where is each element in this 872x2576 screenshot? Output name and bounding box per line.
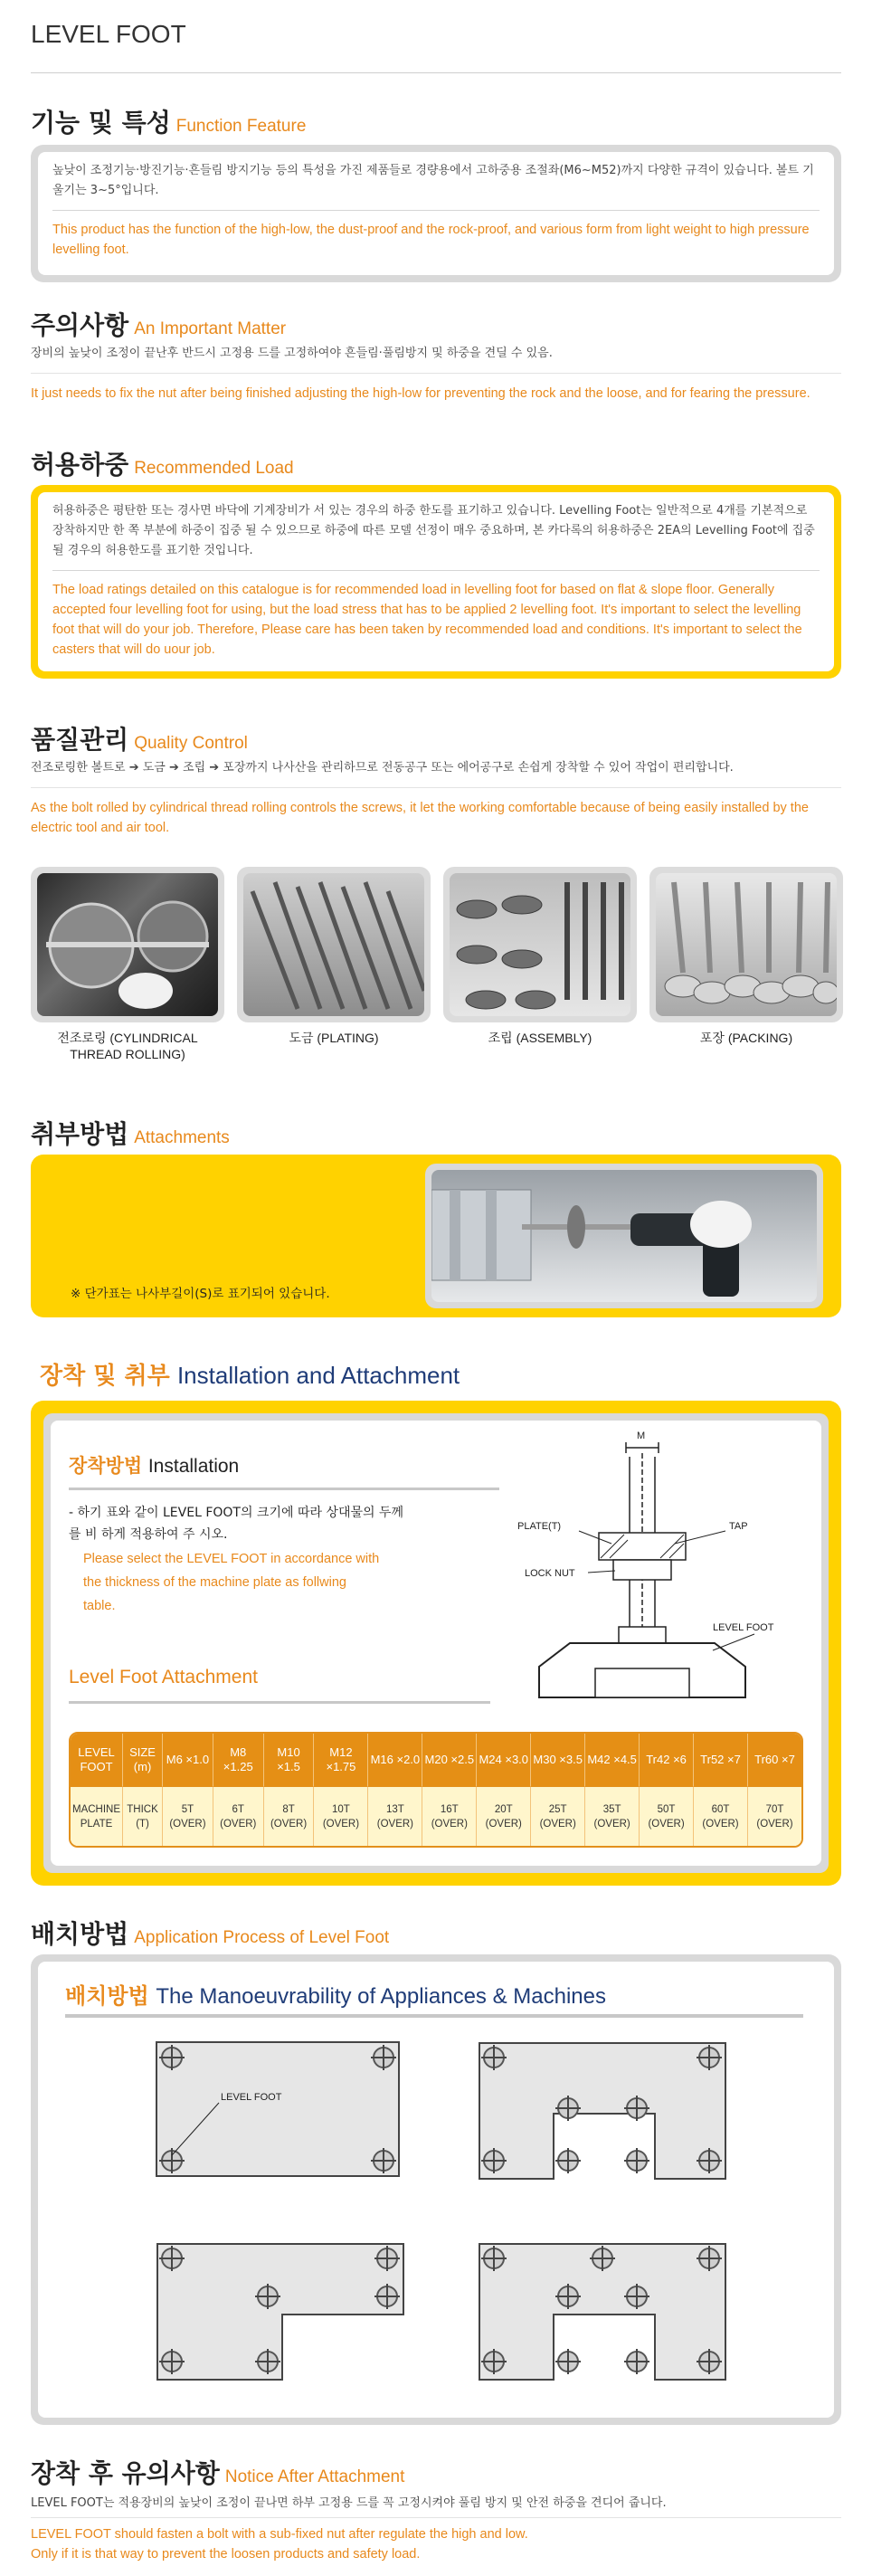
level-foot-icon (626, 2351, 648, 2372)
load-title-en: Recommended Load (134, 459, 294, 478)
table-cell: M6 ×1.0 (163, 1734, 213, 1786)
photo-caption-packing: 포장 (PACKING) (699, 1031, 793, 1045)
level-foot-icon (257, 2286, 279, 2307)
install-en-text: Please select the LEVEL FOOT in accordance with the thickness of the machine plate as follwing table. (83, 1552, 380, 1613)
attachment-table (69, 1732, 803, 1848)
level-foot-icon (257, 2351, 279, 2372)
table-cell: M16 ×2.0 (368, 1734, 422, 1786)
function-en-text: This product has the function of the high-low, the dust-proof and the rock-proof, and various form from light weight to high pressure levelling foot. (52, 223, 810, 257)
table-cell: 10T (OVER) (314, 1786, 368, 1846)
table-head-level-foot: LEVEL FOOT (71, 1734, 123, 1786)
table-cell: 50T (OVER) (640, 1786, 694, 1846)
level-foot-icon (698, 2047, 720, 2068)
assembly-feet-image (450, 873, 630, 1016)
table-cell: M10 ×1.5 (264, 1734, 315, 1786)
layout-title-en: Application Process of Level Foot (134, 1928, 390, 1947)
table-cell: 5T (OVER) (163, 1786, 213, 1846)
level-foot-icon (483, 2150, 505, 2172)
attach-heading (31, 1115, 230, 1151)
page-title: LEVEL FOOT (31, 20, 186, 48)
matter-divider (31, 373, 841, 374)
function-title-en: Function Feature (175, 117, 307, 136)
table-cell: 16T (OVER) (422, 1786, 477, 1846)
table-cell: Tr52 ×7 (694, 1734, 748, 1786)
layout-inner-ko: 배치방법 (65, 1983, 149, 2009)
table-cell: 60T (OVER) (694, 1786, 748, 1846)
photo-packing (649, 867, 843, 1046)
level-foot-icon (376, 2286, 398, 2307)
table-cell: M12 ×1.75 (314, 1734, 368, 1786)
table-cell: 8T (OVER) (264, 1786, 315, 1846)
layout-plan-l-shape (156, 2242, 405, 2381)
drill-attachment-image (431, 1170, 817, 1302)
level-foot-icon (626, 2150, 648, 2172)
level-foot-icon (373, 2150, 394, 2172)
level-foot-icon (483, 2248, 505, 2269)
load-title-ko: 허용하중 (31, 450, 129, 480)
level-foot-icon (698, 2351, 720, 2372)
table-cell: 35T (OVER) (585, 1786, 640, 1846)
matter-en-text: It just needs to fix the nut after being finished adjusting the high-low for preventing the rock and the loose, and for fearing the pressure. (31, 386, 810, 401)
load-heading (31, 445, 294, 481)
level-foot-icon (557, 2351, 579, 2372)
layout-heading (31, 1915, 389, 1951)
photo-caption-rolling: 전조로링 (CYLINDRICAL THREAD ROLLING) (57, 1031, 198, 1061)
table-cell: 13T (OVER) (368, 1786, 422, 1846)
table-cell: 6T (OVER) (213, 1786, 264, 1846)
quality-ko-text: 전조로링한 볼트로 ➔ 도금 ➔ 조립 ➔ 포장까지 나사산을 관리하므로 전동공구 또는 에어공구로 손쉽게 장착할 수 있어 작업이 편리합니다. (31, 761, 734, 775)
quality-title-ko: 품질관리 (31, 725, 129, 755)
matter-title-ko: 주의사항 (31, 310, 129, 340)
table-cell: M24 ×3.0 (477, 1734, 531, 1786)
install-sub-en: Installation (147, 1456, 240, 1477)
diagram-label-m: M (637, 1431, 646, 1441)
photo-caption-assembly: 조립 (ASSEMBLY) (488, 1031, 592, 1045)
install-title-en: Installation and Attachment (176, 1362, 460, 1389)
load-en-text: The load ratings detailed on this catalogue is for recommended load in levelling foot for based on flat & slope floor. Generally accepted four levelling foot for using, but the load stress that has to be applied 2 levelling foot. It's important to select the levelling foot that will do your job. Therefore, Please care has been taken by recommended load and conditions. It's important to select the casters that will do uour job. (52, 583, 802, 657)
photo-rolling (31, 867, 224, 1062)
level-foot-icon (376, 2248, 398, 2269)
level-foot-icon (557, 2286, 579, 2307)
quality-title-en: Quality Control (134, 734, 248, 753)
notice-ko-text: LEVEL FOOT는 적용장비의 높낮이 조정이 끝나면 하부 고정용 드를 꼭 고정시켜야 풀림 방지 및 안전 하중을 견디어 줍니다. (31, 2496, 667, 2510)
table-head-size: SIZE (m) (123, 1734, 163, 1786)
layout-inner-heading (65, 1978, 606, 2010)
level-foot-icon (483, 2351, 505, 2372)
matter-heading (31, 306, 286, 342)
diagram-label-plate: PLATE(T) (517, 1521, 562, 1532)
level-foot-icon (557, 2097, 579, 2119)
layout-plan-notch (478, 2041, 727, 2181)
notice-en-text-1: LEVEL FOOT should fasten a bolt with a sub-fixed nut after regulate the high and low. (31, 2527, 528, 2542)
attach-box (31, 1155, 841, 1317)
layout-inner-en: The Manoeuvrability of Appliances & Machines (156, 1984, 606, 2009)
attach-table-rule (69, 1701, 490, 1704)
notice-heading (31, 2454, 404, 2490)
level-foot-icon (698, 2248, 720, 2269)
layout-title-ko: 배치방법 (31, 1919, 129, 1949)
table-cell: M8 ×1.25 (213, 1734, 264, 1786)
table-cell: M42 ×4.5 (585, 1734, 640, 1786)
layout-inner-rule (65, 2014, 803, 2018)
quality-divider (31, 787, 841, 788)
notice-title-ko: 장착 후 유의사항 (31, 2458, 220, 2488)
table-cell: 70T (OVER) (748, 1786, 801, 1846)
rolling-machine-image (37, 873, 218, 1016)
function-heading (31, 103, 306, 139)
attach-title-en: Attachments (134, 1128, 230, 1147)
function-ko-text: 높낮이 조정기능·방진기능·흔들림 방지기능 등의 특성을 가진 제품들로 경량용에서 고하중용 조절좌(M6~M52)까지 다양한 규격이 있습니다. 볼트 기울기는 3~5°입니다. (52, 164, 814, 197)
photo-caption-plating: 도금 (PLATING) (289, 1031, 379, 1045)
install-sub-rule (69, 1488, 499, 1490)
notice-en-text-2: Only if it is that way to prevent the loosen products and safety load. (31, 2547, 421, 2562)
level-foot-icon (557, 2150, 579, 2172)
attach-table-title: Level Foot Attachment (69, 1667, 258, 1687)
level-foot-icon (592, 2248, 613, 2269)
level-foot-icon (626, 2286, 648, 2307)
table-row-thick (71, 1786, 801, 1846)
diagram-label-lock-nut: LOCK NUT (525, 1568, 575, 1579)
matter-ko-text: 장비의 높낮이 조정이 끝난후 반드시 고정용 드를 고정하여야 흔들림·풀림방지 및 하중을 견딜 수 있음. (31, 347, 553, 360)
photo-plating (237, 867, 431, 1046)
photo-assembly (443, 867, 637, 1046)
packing-feet-image (656, 873, 837, 1016)
level-foot-pointer (163, 2099, 226, 2163)
load-ko-text: 허용하중은 평탄한 또는 경사면 바닥에 기계장비가 서 있는 경우의 하중 한도를 표기하고 있습니다. Levelling Foot는 일반적으로 4개를 기본적으로 장착하지만 한 쪽 부분에 하중이 집중 될 수 있으므로 하중에 따른 모델 선정이 매우 중요하며, 본 카다록의 허용하중은 2EA의 Levelling Foot에 집중될 경우의 허용한도를 표기한 것입니다. (52, 504, 815, 557)
level-foot-icon (483, 2047, 505, 2068)
table-cell: Tr60 ×7 (748, 1734, 801, 1786)
level-foot-diagram (516, 1430, 814, 1719)
quality-heading (31, 720, 248, 756)
level-foot-icon (373, 2047, 394, 2068)
level-foot-icon (161, 2248, 183, 2269)
install-sub-ko: 장착방법 (69, 1455, 143, 1477)
layout-level-foot-label: LEVEL FOOT (221, 2092, 282, 2103)
matter-title-en: An Important Matter (134, 319, 287, 338)
table-head-machine-plate: MACHINE PLATE (71, 1786, 123, 1846)
function-title-ko: 기능 및 특성 (31, 108, 171, 138)
table-cell: M20 ×2.5 (422, 1734, 477, 1786)
install-sub-heading (69, 1451, 239, 1478)
install-title-ko: 장착 및 취부 (40, 1363, 170, 1390)
install-heading (40, 1357, 460, 1391)
diagram-label-level-foot: LEVEL FOOT (713, 1622, 774, 1633)
level-foot-icon (698, 2150, 720, 2172)
plating-bolts-image (243, 873, 424, 1016)
table-cell: 20T (OVER) (477, 1786, 531, 1846)
diagram-label-tap: TAP (729, 1521, 748, 1532)
load-box (31, 485, 841, 679)
table-cell: M30 ×3.5 (531, 1734, 585, 1786)
notice-divider (31, 2517, 841, 2518)
table-head-thick: THICK (T) (123, 1786, 163, 1846)
install-ko-text: - 하기 표와 같이 LEVEL FOOT의 크기에 따라 상대물의 두께를 비 하게 적용하여 주 시오. (69, 1506, 404, 1542)
title-divider (31, 72, 841, 73)
level-foot-icon (161, 2351, 183, 2372)
function-box (31, 145, 841, 282)
table-cell: Tr42 ×6 (640, 1734, 694, 1786)
attach-title-ko: 취부방법 (31, 1119, 129, 1149)
table-cell: 25T (OVER) (531, 1786, 585, 1846)
attach-note: ※ 단가표는 나사부길이(S)로 표기되어 있습니다. (71, 1287, 330, 1301)
level-foot-icon (626, 2097, 648, 2119)
quality-en-text: As the bolt rolled by cylindrical thread rolling controls the screws, it let the working comfortable because of being easily installed by the electric tool and air tool. (31, 801, 809, 835)
level-foot-icon (161, 2047, 183, 2068)
notice-title-en: Notice After Attachment (224, 2467, 405, 2486)
table-row-size (71, 1734, 801, 1786)
